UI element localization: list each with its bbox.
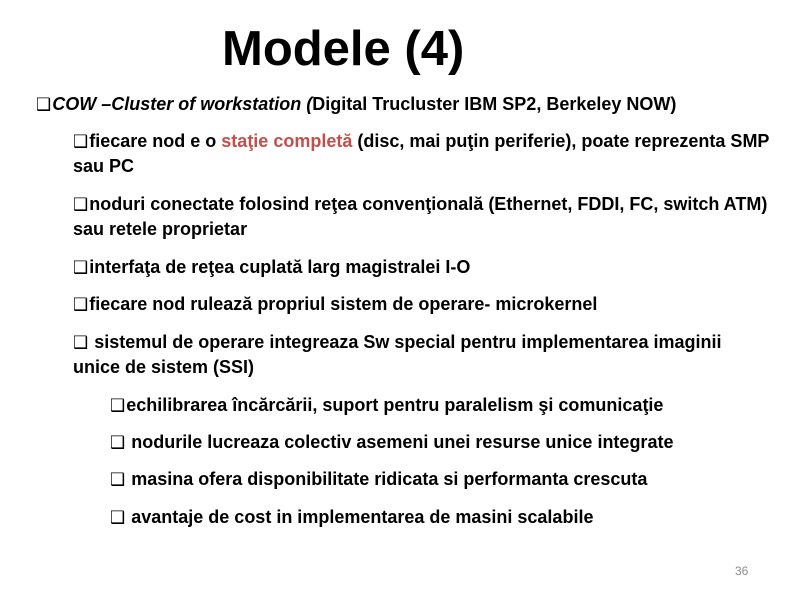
- bullet-sistem-operare: [73, 292, 773, 317]
- bullet-text: interfaţa de reţea cuplată larg magistralei I-O: [89, 257, 471, 277]
- square-bullet-icon: ❑: [73, 333, 89, 352]
- square-bullet-icon: ❑: [110, 470, 126, 489]
- bullet-interfata-retea: [73, 255, 773, 280]
- bullet-avantaje-cost: [110, 505, 790, 530]
- square-bullet-icon: ❑: [73, 258, 89, 277]
- cow-plain-text: Digital Trucluster IBM SP2, Berkeley NOW): [312, 94, 677, 114]
- bullet-text-after: (disc, mai puţin periferie), poate reprezenta SMP sau PC: [73, 131, 770, 176]
- bullet-text: sistemul de operare integreaza Sw special pentru implementarea imaginii unice de sistem (SSI): [73, 332, 722, 377]
- bullet-cow: [36, 92, 796, 117]
- square-bullet-icon: ❑: [73, 295, 89, 314]
- bullet-ssi: [73, 330, 773, 379]
- bullet-text: noduri conectate folosind reţea convenţională (Ethernet, FDDI, FC, switch ATM) sau retele proprietar: [73, 194, 768, 239]
- highlight-text: staţie completă: [221, 131, 353, 151]
- page-number: 36: [735, 564, 749, 578]
- bullet-text-before: fiecare nod e o: [89, 131, 222, 151]
- bullet-text: nodurile lucreaza colectiv asemeni unei resurse unice integrate: [126, 432, 674, 452]
- bullet-noduri-colectiv: [110, 430, 790, 455]
- bullet-text: masina ofera disponibilitate ridicata si performanta crescuta: [126, 469, 648, 489]
- square-bullet-icon: ❑: [110, 396, 126, 415]
- bullet-text: avantaje de cost in implementarea de masini scalabile: [126, 507, 594, 527]
- square-bullet-icon: ❑: [73, 132, 89, 151]
- bullet-statie-completa: [73, 129, 773, 178]
- square-bullet-icon: ❑: [73, 195, 89, 214]
- bullet-noduri-conectate: [73, 192, 773, 241]
- square-bullet-icon: ❑: [36, 95, 52, 114]
- cow-italic-text: COW –Cluster of workstation (: [52, 94, 313, 114]
- slide-title: Modele (4): [222, 22, 465, 76]
- bullet-text: fiecare nod rulează propriul sistem de operare- microkernel: [89, 294, 598, 314]
- bullet-text: echilibrarea încărcării, suport pentru paralelism şi comunicaţie: [126, 395, 664, 415]
- bullet-echilibrare: [110, 393, 790, 418]
- bullet-disponibilitate: [110, 467, 790, 492]
- square-bullet-icon: ❑: [110, 508, 126, 527]
- square-bullet-icon: ❑: [110, 433, 126, 452]
